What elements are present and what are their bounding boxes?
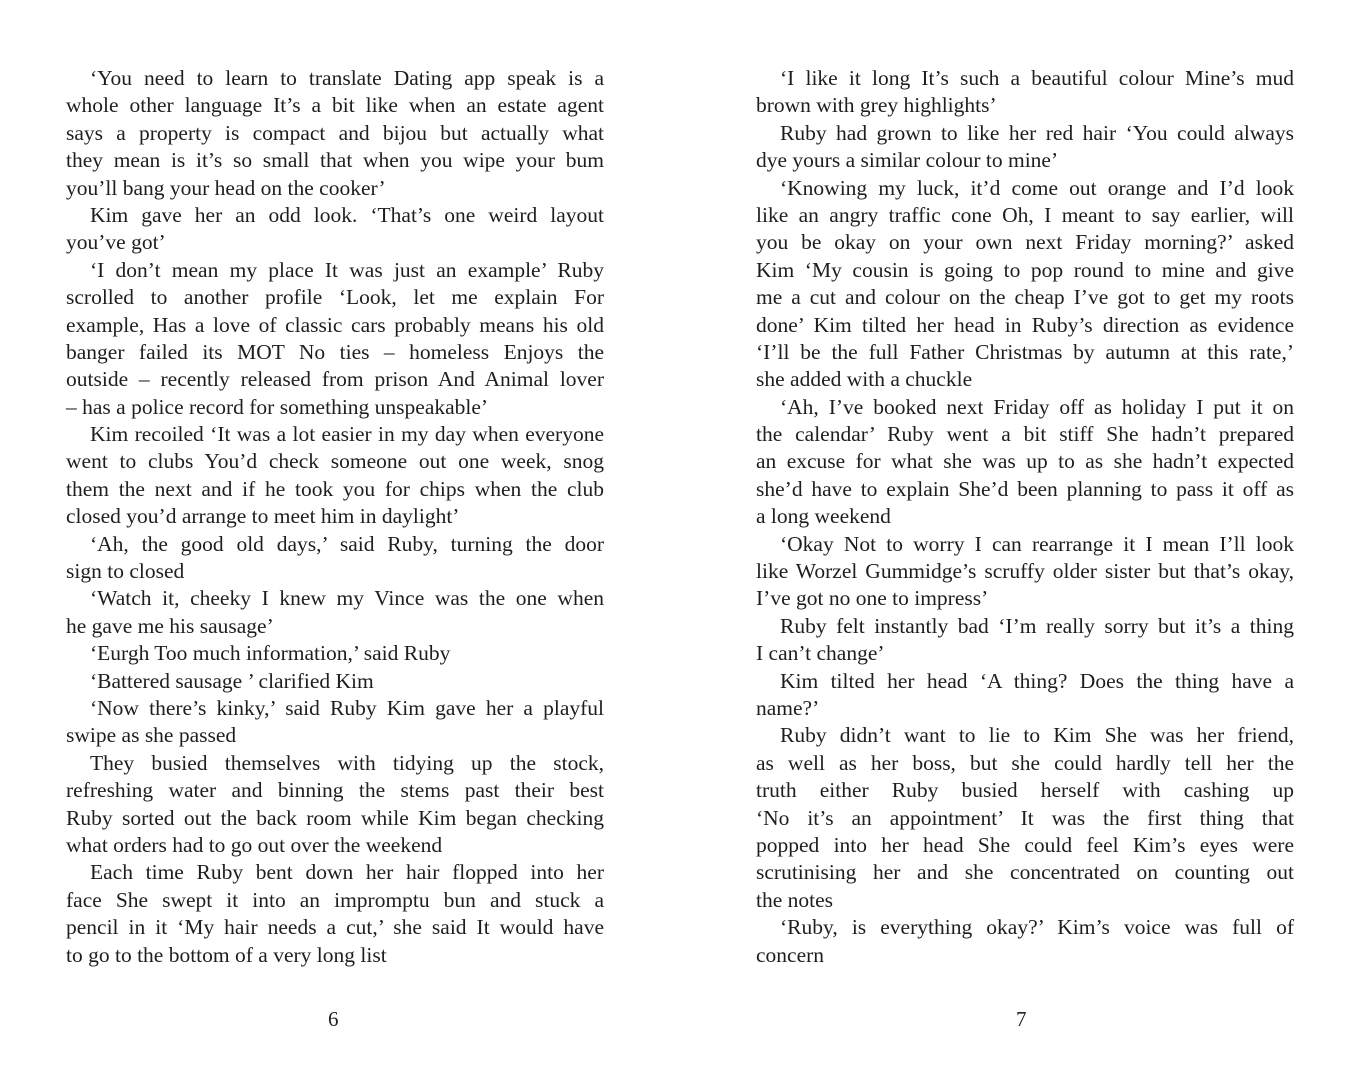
text-line: like Worzel Gummidge’s scruffy older sister but that’s okay, xyxy=(756,559,1294,584)
text-line: as well as her boss, but she could hardly tell her the xyxy=(756,750,1294,775)
text-line: ‘Knowing my luck, it’d come out orange and I’d look xyxy=(780,175,1294,200)
text-line: he gave me his sausage’ xyxy=(66,613,274,638)
text-line: Ruby felt instantly bad ‘I’m really sorry but it’s a thing xyxy=(780,613,1294,638)
text-line: the notes xyxy=(756,887,834,912)
text-line: scrutinising her and she concentrated on counting out xyxy=(756,860,1294,885)
text-line: they mean is it’s so small that when you wipe your bum xyxy=(66,148,604,173)
text-line: Ruby had grown to like her red hair ‘You could always xyxy=(780,120,1294,145)
text-line: Ruby didn’t want to lie to Kim She was her friend, xyxy=(780,723,1294,748)
text-line: truth either Ruby busied herself with cashing up xyxy=(756,778,1294,803)
text-line: closed you’d arrange to meet him in daylight’ xyxy=(66,504,460,529)
text-line: an excuse for what she was up to as she hadn’t expected xyxy=(756,449,1294,474)
text-line: you’ve got’ xyxy=(66,230,166,255)
text-line: I’ve got no one to impress’ xyxy=(756,586,989,611)
page-number-right: 7 xyxy=(1016,1007,1027,1031)
text-line: pencil in it ‘My hair needs a cut,’ she said It would have xyxy=(66,915,604,940)
text-line: to go to the bottom of a very long list xyxy=(66,942,387,967)
text-line: They busied themselves with tidying up the stock, xyxy=(90,750,604,775)
text-line: refreshing water and binning the stems past their best xyxy=(66,778,604,803)
text-line: the calendar’ Ruby went a bit stiff She hadn’t prepared xyxy=(756,422,1294,447)
text-line: ‘I like it long It’s such a beautiful colour Mine’s mud xyxy=(780,66,1294,90)
text-line: you be okay on your own next Friday morning?’ asked xyxy=(756,230,1294,255)
text-line: Each time Ruby bent down her hair flopped into her xyxy=(90,860,604,885)
text-line: dye yours a similar colour to mine’ xyxy=(756,148,1059,173)
text-line: ‘No it’s an appointment’ It was the first thing that xyxy=(756,805,1294,830)
page-number-left: 6 xyxy=(328,1007,339,1031)
text-line: ‘You need to learn to translate Dating app speak is a xyxy=(90,66,604,90)
text-line: she added with a chuckle xyxy=(756,367,973,392)
text-line: went to clubs You’d check someone out one week, snog xyxy=(66,449,604,474)
text-line: scrolled to another profile ‘Look, let me explain For xyxy=(66,285,604,310)
text-line: concern xyxy=(756,942,825,967)
text-line: sign to closed xyxy=(66,559,185,584)
text-line: done’ Kim tilted her head in Ruby’s direction as evidence xyxy=(756,312,1294,337)
text-line: swipe as she passed xyxy=(66,723,237,748)
text-line: ‘Now there’s kinky,’ said Ruby Kim gave her a playful xyxy=(90,695,604,720)
text-line: ‘Watch it, cheeky I knew my Vince was the one when xyxy=(90,586,604,611)
text-line: banger failed its MOT No ties – homeless Enjoys the xyxy=(66,339,604,364)
text-line: example, Has a love of classic cars probably means his old xyxy=(66,312,604,337)
left-page-text xyxy=(66,65,604,969)
text-line: what orders had to go out over the weekend xyxy=(66,832,443,857)
text-line: brown with grey highlights’ xyxy=(756,93,997,118)
text-line: ‘Ruby, is everything okay?’ Kim’s voice was full of xyxy=(780,915,1294,940)
text-line: ‘I don’t mean my place It was just an example’ Ruby xyxy=(90,257,604,282)
text-line: whole other language It’s a bit like when an estate agent xyxy=(66,93,604,118)
text-line: ‘I’ll be the full Father Christmas by autumn at this rate,’ xyxy=(756,339,1294,364)
text-line: me a cut and colour on the cheap I’ve got to get my roots xyxy=(756,285,1294,310)
text-line: Kim ‘My cousin is going to pop round to mine and give xyxy=(756,257,1294,282)
text-line: – has a police record for something unspeakable’ xyxy=(66,394,489,419)
text-line: ‘Eurgh Too much information,’ said Ruby xyxy=(90,641,451,666)
text-line: ‘Ah, the good old days,’ said Ruby, turning the door xyxy=(90,531,604,556)
text-line: name?’ xyxy=(756,695,820,720)
text-line: them the next and if he took you for chips when the club xyxy=(66,476,604,501)
text-line: ‘Battered sausage ’ clarified Kim xyxy=(90,668,374,693)
text-line: ‘Okay Not to worry I can rearrange it I mean I’ll look xyxy=(780,531,1294,556)
text-line: says a property is compact and bijou but actually what xyxy=(66,120,604,145)
text-line: outside – recently released from prison And Animal lover xyxy=(66,367,604,392)
text-line: popped into her head She could feel Kim’s eyes were xyxy=(756,832,1294,857)
text-line: Kim gave her an odd look. ‘That’s one weird layout xyxy=(90,202,604,227)
text-line: she’d have to explain She’d been planning to pass it off as xyxy=(756,476,1294,501)
text-line: Kim tilted her head ‘A thing? Does the thing have a xyxy=(780,668,1294,693)
text-line: Kim recoiled ‘It was a lot easier in my day when everyone xyxy=(90,422,604,447)
text-line: face She swept it into an impromptu bun and stuck a xyxy=(66,887,604,912)
right-page-text xyxy=(756,65,1294,969)
text-line: Ruby sorted out the back room while Kim began checking xyxy=(66,805,604,830)
text-line: you’ll bang your head on the cooker’ xyxy=(66,175,386,200)
text-line: I can’t change’ xyxy=(756,641,885,666)
text-line: a long weekend xyxy=(756,504,891,529)
text-line: like an angry traffic cone Oh, I meant to say earlier, will xyxy=(756,202,1294,227)
text-line: ‘Ah, I’ve booked next Friday off as holiday I put it on xyxy=(780,394,1294,419)
